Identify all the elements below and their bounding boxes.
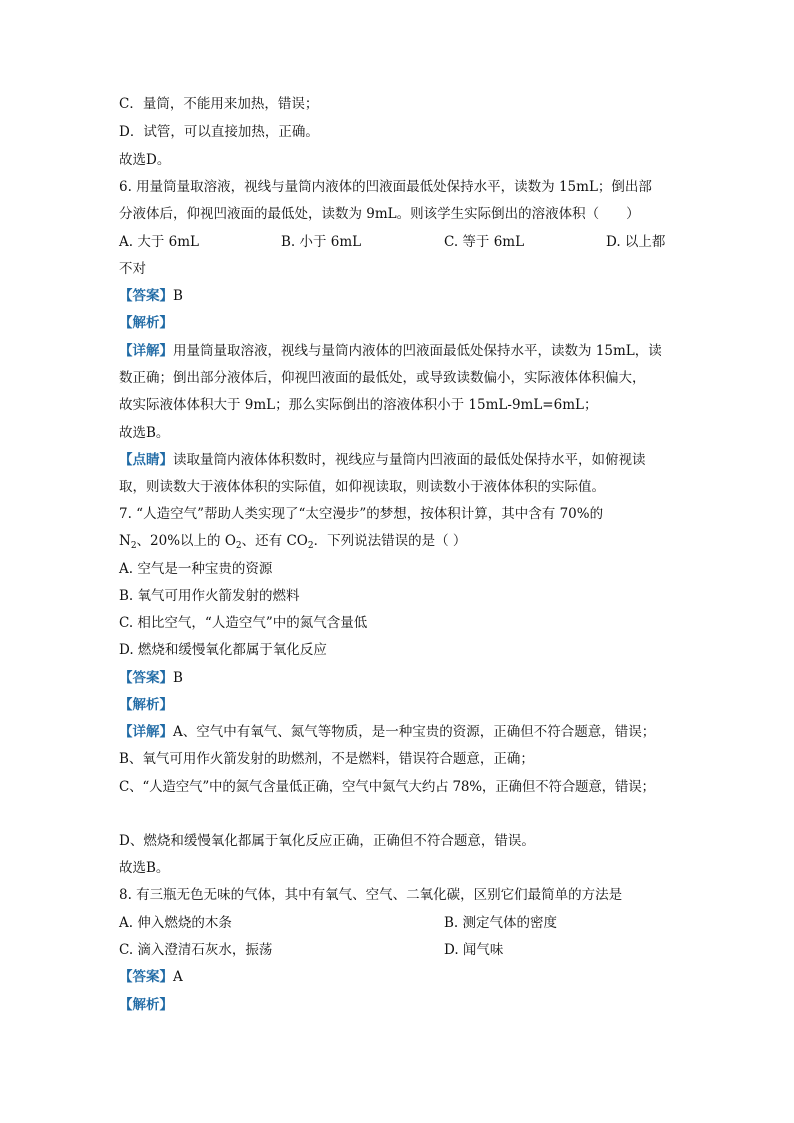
- answer-tag: 【答案】: [119, 969, 173, 985]
- q7-detail-c: C、“人造空气”中的氮气含量低正确，空气中氮气大约占 78%，正确但不符合题意，错误；: [119, 779, 655, 795]
- q6-detail-line2: 数正确；倒出部分液体后，仰视凹液面的最低处，或导致读数偏小，实际液体体积偏大，: [119, 370, 646, 386]
- q8-answer-line: [119, 967, 183, 987]
- q7-option-d: D. 燃烧和缓慢氧化都属于氧化反应: [119, 642, 327, 658]
- tip-tag: 【点睛】: [119, 452, 173, 468]
- q8-stem: 8. 有三瓶无色无味的气体，其中有氧气、空气、二氧化碳，区别它们最简单的方法是: [119, 887, 623, 903]
- q6-tip-text1: 读取量筒内液体体积数时，视线应与量筒内凹液面的最低处保持水平，如俯视读: [173, 452, 646, 468]
- q8-option-a: A. 伸入燃烧的木条: [119, 915, 232, 931]
- answer-tag: 【答案】: [119, 670, 173, 686]
- analysis-tag: 【解析】: [119, 697, 173, 713]
- q6-option-d: D. 以上都: [606, 234, 666, 250]
- q7-n2-symbol: N: [119, 533, 131, 549]
- q8-option-c: C. 滴入澄清石灰水，振荡: [119, 942, 273, 958]
- q7-stem-line1: 7. “人造空气”帮助人类实现了“太空漫步”的梦想，按体积计算，其中含有 70%的: [119, 506, 604, 522]
- analysis-tag: 【解析】: [119, 315, 173, 331]
- q6-stem-line1: 6. 用量筒量取溶液，视线与量筒内液体的凹液面最低处保持水平，读数为 15mL；倒出部: [119, 179, 652, 195]
- q6-option-c: C. 等于 6mL: [444, 234, 525, 250]
- q6-option-a: A. 大于 6mL: [119, 234, 199, 250]
- q7-detail-d: D、燃烧和缓慢氧化都属于氧化反应正确，正确但不符合题意，错误。: [119, 833, 535, 849]
- q6-answer-line: [119, 286, 183, 306]
- q7-n2-sub: 2: [130, 541, 137, 551]
- q7-option-a: A. 空气是一种宝贵的资源: [119, 561, 273, 577]
- q7-detail-a-text: A、空气中有氧气、氮气等物质，是一种宝贵的资源，正确但不符合题意，错误；: [173, 724, 656, 740]
- q6-tip-line1: [119, 450, 646, 470]
- q6-answer: B: [173, 288, 183, 304]
- q6-detail-line3: 故实际液体体积大于 9mL；那么实际倒出的溶液体积小于 15mL-9mL=6mL；: [119, 397, 598, 413]
- q8-analysis-line: [119, 995, 173, 1015]
- prev-option-c: C．量筒，不能用来加热，错误；: [119, 96, 319, 112]
- q8-option-d: D. 闻气味: [444, 942, 504, 958]
- q7-co2-sub: 2: [307, 541, 314, 551]
- q7-o2-sub: 2: [235, 541, 242, 551]
- q7-answer: B: [173, 670, 183, 686]
- q6-detail-text1: 用量筒量取溶液，视线与量筒内液体的凹液面最低处保持水平，读数为 15mL，读: [173, 343, 662, 359]
- q6-tip-line2: 取，则读数大于液体体积的实际值，如仰视读取，则读数小于液体体积的实际值。: [119, 479, 605, 495]
- q6-option-b: B. 小于 6mL: [281, 234, 362, 250]
- q7-question-end: ．下列说法错误的是（ ）: [313, 533, 467, 549]
- q7-analysis-line: [119, 695, 173, 715]
- q7-o2-text: 、20%以上的 O: [136, 533, 236, 549]
- q6-analysis-line: [119, 313, 173, 333]
- q6-conclusion: 故选B。: [119, 425, 170, 441]
- prev-option-d: D．试管，可以直接加热，正确。: [119, 124, 319, 140]
- q7-co2-text: 、还有 CO: [241, 533, 308, 549]
- q7-conclusion: 故选B。: [119, 860, 170, 876]
- detail-tag: 【详解】: [119, 343, 173, 359]
- q8-answer: A: [173, 969, 183, 985]
- q7-detail-b: B、氧气可用作火箭发射的助燃剂，不是燃料，错误符合题意，正确；: [119, 751, 534, 767]
- q7-answer-line: [119, 668, 183, 688]
- q7-stem-line2: [119, 531, 466, 551]
- q7-option-c: C. 相比空气，“人造空气”中的氮气含量低: [119, 615, 368, 631]
- prev-conclusion: 故选D。: [119, 152, 171, 168]
- q7-detail-a: [119, 722, 655, 742]
- q7-option-b: B. 氧气可用作火箭发射的燃料: [119, 588, 300, 604]
- q8-option-b: B. 测定气体的密度: [444, 915, 558, 931]
- q6-stem-line2: 分液体后，仰视凹液面的最低处，读数为 9mL。则该学生实际倒出的溶液体积（ ）: [119, 206, 640, 222]
- q6-detail-line1: [119, 341, 662, 361]
- answer-tag: 【答案】: [119, 288, 173, 304]
- q6-option-d-cont: 不对: [119, 261, 146, 277]
- analysis-tag: 【解析】: [119, 997, 173, 1013]
- detail-tag: 【详解】: [119, 724, 173, 740]
